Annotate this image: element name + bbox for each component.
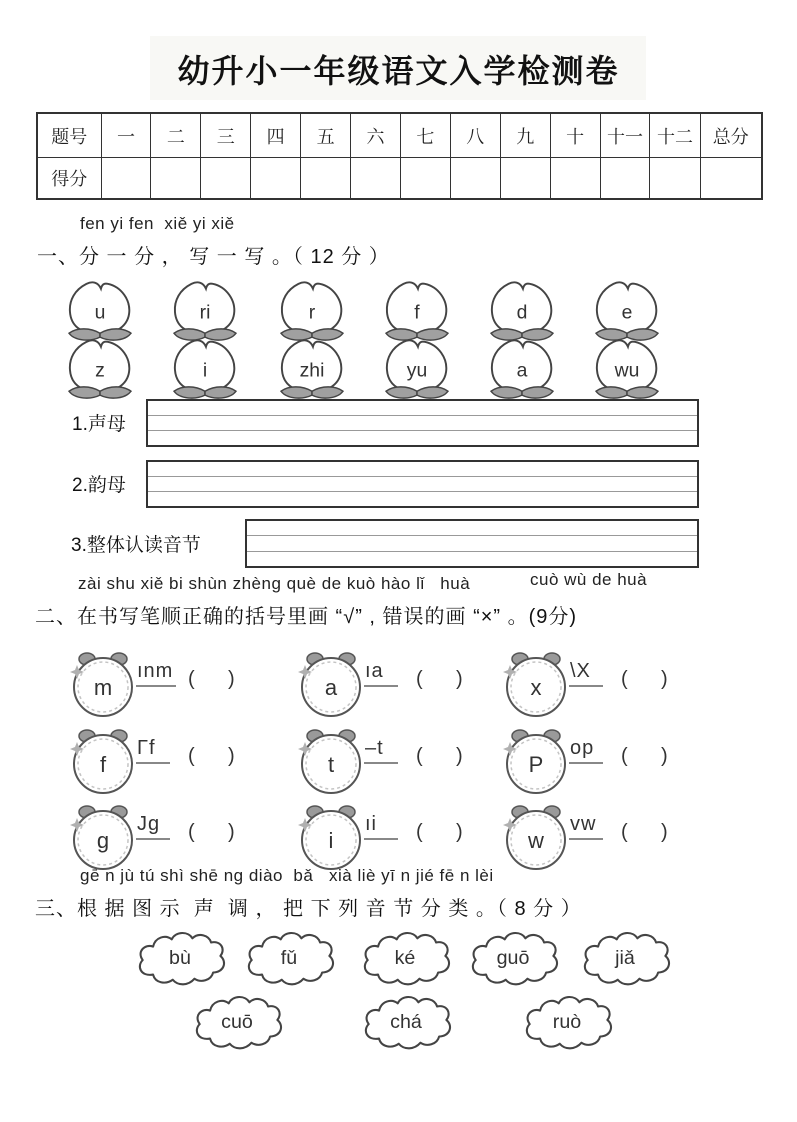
peach-shape (478, 279, 566, 341)
stroke-order-item-p (503, 727, 733, 799)
section1-heading: 一、分 一 分 ， 写 一 写 。（ 12 分 ） (37, 246, 390, 268)
score-blank-cell[interactable] (251, 158, 301, 200)
score-blank-cell[interactable] (600, 158, 650, 200)
section2-heading: 二、在书写笔顺正确的括号里画 “√” , 错误的画 “×” 。(9分) (35, 606, 578, 628)
answer-label-yunmu: 2.韵母 (72, 475, 126, 496)
cloud-syllable: jiǎ (615, 947, 635, 970)
score-blank-cell[interactable] (700, 158, 762, 200)
clock-letter: g (96, 828, 110, 853)
clock-letter: P (528, 752, 544, 777)
cloud-syllable: bù (169, 947, 191, 970)
peach-letter: f (414, 301, 420, 324)
col-label: 五 (301, 113, 351, 158)
grid-line (247, 551, 697, 552)
col-label: 二 (151, 113, 201, 158)
cloud-syllable: fǔ (280, 947, 298, 970)
stroke-order-text: \X (569, 660, 603, 687)
score-blank-cell[interactable] (400, 158, 450, 200)
cloud-shape (358, 993, 454, 1051)
clock-face-icon (70, 650, 136, 718)
cloud-syllable: ké (394, 947, 416, 970)
stroke-order-item-t (298, 727, 528, 799)
peach-letter: u (94, 301, 106, 324)
col-label: 八 (450, 113, 500, 158)
stroke-order-text: op (569, 737, 603, 764)
clock-face-icon (70, 727, 136, 795)
score-header: 得分 (37, 158, 101, 200)
question-number-header: 题号 (37, 113, 101, 158)
peach-shape (373, 337, 461, 399)
stroke-order-text: Γf (136, 737, 170, 764)
stroke-order-item-f (70, 727, 300, 799)
clock-letter: w (528, 828, 544, 853)
clock-letter: a (324, 675, 338, 700)
stroke-order-text: ınm (136, 660, 176, 687)
clock-face-icon (298, 803, 364, 871)
cloud-syllable: guō (496, 947, 530, 970)
cloud-syllable: ruò (552, 1011, 582, 1034)
col-label: 十 (550, 113, 600, 158)
clock-face-icon (503, 803, 569, 871)
answer-label-zhengtirendu: 3.整体认读音节 (71, 535, 201, 556)
peach-letter: d (516, 301, 528, 324)
peach-shape (583, 279, 671, 341)
clock-face-icon (298, 727, 364, 795)
score-blank-cell[interactable] (450, 158, 500, 200)
score-blank-cell[interactable] (201, 158, 251, 200)
score-blank-cell[interactable] (351, 158, 401, 200)
col-label: 九 (500, 113, 550, 158)
peach-shape (583, 337, 671, 399)
col-label: 十一 (600, 113, 650, 158)
section1-pinyin: fen yi fen xiě yi xiě (80, 214, 235, 233)
answer-parentheses[interactable]: ( ) (188, 668, 235, 690)
answer-parentheses[interactable]: ( ) (621, 821, 668, 843)
stroke-order-item-m (70, 650, 300, 722)
clock-face-icon (70, 803, 136, 871)
answer-box-shengmu[interactable] (146, 399, 699, 447)
clock-face-icon (503, 650, 569, 718)
score-blank-cell[interactable] (650, 158, 700, 200)
peach-letter: ri (199, 301, 211, 324)
section3-heading: 三、根 据 图 示 声 调 ， 把 下 列 音 节 分 类 。（ 8 分 ） (35, 898, 582, 920)
score-table-header-row (37, 113, 762, 158)
cloud-shape (241, 929, 337, 987)
answer-parentheses[interactable]: ( ) (416, 821, 463, 843)
cloud-shape (357, 929, 453, 987)
answer-box-yunmu[interactable] (146, 460, 699, 508)
answer-parentheses[interactable]: ( ) (621, 668, 668, 690)
stroke-order-text: ıi (364, 813, 398, 840)
score-blank-cell[interactable] (301, 158, 351, 200)
score-blank-cell[interactable] (550, 158, 600, 200)
total-score-header: 总分 (700, 113, 762, 158)
clock-letter: t (327, 752, 335, 777)
col-label: 三 (201, 113, 251, 158)
peach-letter: e (621, 301, 633, 324)
stroke-order-text: –t (364, 737, 398, 764)
clock-letter: i (328, 828, 334, 853)
answer-parentheses[interactable]: ( ) (416, 745, 463, 767)
clock-letter: x (530, 675, 542, 700)
stroke-order-item-i (298, 803, 528, 875)
grid-line (148, 430, 697, 431)
cloud-shape (132, 929, 228, 987)
cloud-shape (519, 993, 615, 1051)
section2-pinyin-right: cuò wù de huà (530, 570, 648, 589)
stroke-order-item-a (298, 650, 528, 722)
cloud-shape (189, 993, 285, 1051)
stroke-order-item-g (70, 803, 300, 875)
peach-shape (268, 279, 356, 341)
peach-letter: r (308, 301, 316, 324)
col-label: 六 (351, 113, 401, 158)
clock-letter: m (93, 675, 113, 700)
answer-parentheses[interactable]: ( ) (188, 745, 235, 767)
cloud-syllable: chá (390, 1011, 422, 1034)
answer-box-zhengtirendu[interactable] (245, 519, 699, 568)
peach-shape (478, 337, 566, 399)
peach-shape (373, 279, 461, 341)
score-blank-cell[interactable] (500, 158, 550, 200)
grid-line (148, 491, 697, 492)
answer-parentheses[interactable]: ( ) (416, 668, 463, 690)
col-label: 四 (251, 113, 301, 158)
grid-line (148, 415, 697, 416)
score-blank-cell[interactable] (101, 158, 151, 200)
peach-letter: i (202, 359, 208, 382)
col-label: 七 (400, 113, 450, 158)
cloud-syllable: cuō (221, 1011, 253, 1034)
page-title: 幼升小一年级语文入学检测卷 (177, 53, 620, 89)
clock-letter: f (99, 752, 107, 777)
answer-parentheses[interactable]: ( ) (621, 745, 668, 767)
answer-parentheses[interactable]: ( ) (188, 821, 235, 843)
stroke-order-item-x (503, 650, 733, 722)
grid-line (247, 535, 697, 536)
section2-pinyin-left: zài shu xiě bi shùn zhèng què de kuò hào lǐ huà (78, 574, 471, 593)
stroke-order-text: vw (569, 813, 603, 840)
section3-pinyin: gē n jù tú shì shē ng diào bǎ xià liè yī n jié fē n lèi (80, 866, 494, 885)
clock-face-icon (503, 727, 569, 795)
clock-face-icon (298, 650, 364, 718)
peach-shape (268, 337, 356, 399)
peach-letter: zhi (299, 359, 325, 382)
answer-label-shengmu: 1.声母 (72, 414, 126, 435)
stroke-order-text: ıa (364, 660, 398, 687)
score-table-score-row (37, 158, 762, 200)
score-table (36, 112, 763, 200)
peach-shape (56, 337, 144, 399)
col-label: 一 (101, 113, 151, 158)
peach-letter: wu (614, 359, 640, 382)
grid-line (148, 476, 697, 477)
stroke-order-text: Jg (136, 813, 170, 840)
peach-letter: yu (406, 359, 428, 382)
cloud-shape (577, 929, 673, 987)
peach-shape (161, 279, 249, 341)
peach-letter: z (95, 359, 105, 382)
stroke-order-item-w (503, 803, 733, 875)
peach-shape (56, 279, 144, 341)
col-label: 十二 (650, 113, 700, 158)
peach-letter: a (516, 359, 528, 382)
peach-shape (161, 337, 249, 399)
cloud-shape (465, 929, 561, 987)
score-blank-cell[interactable] (151, 158, 201, 200)
